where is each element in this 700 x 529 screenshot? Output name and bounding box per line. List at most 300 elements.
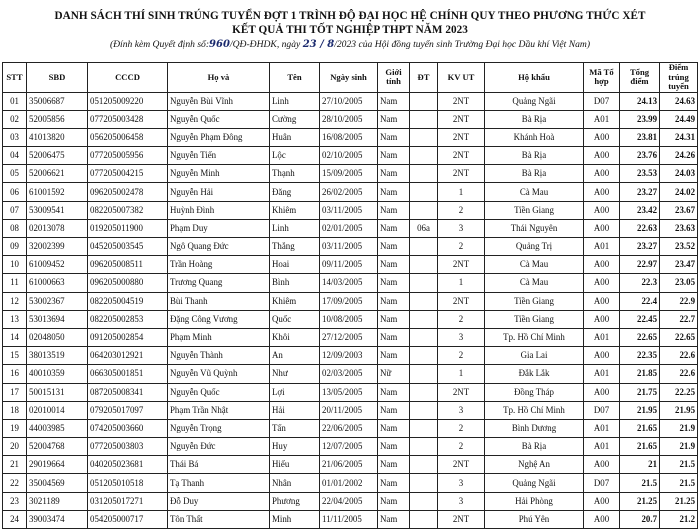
- cell-matohop: A00: [584, 492, 620, 510]
- cell-dt: 06a: [410, 219, 438, 237]
- cell-hokhau: Hải Phòng: [485, 492, 584, 510]
- cell-ho: Nguyễn Phạm Đông: [168, 128, 270, 146]
- cell-kvut: 2NT: [438, 128, 485, 146]
- cell-ten: Linh: [270, 219, 320, 237]
- cell-gioitinh: Nam: [378, 438, 410, 456]
- table-row: [3, 128, 698, 146]
- cell-dt: [410, 419, 438, 437]
- cell-ho: Đỗ Duy: [168, 492, 270, 510]
- cell-kvut: 3: [438, 492, 485, 510]
- cell-ten: Hoai: [270, 256, 320, 274]
- cell-stt: 21: [3, 456, 27, 474]
- col-header-kvut: KV UT: [438, 63, 485, 93]
- table-row: [3, 92, 698, 110]
- cell-diemtrungtuyen: 22.9: [660, 292, 698, 310]
- cell-cccd: 056205006458: [88, 128, 168, 146]
- cell-hokhau: Nghệ An: [485, 456, 584, 474]
- cell-kvut: 2: [438, 419, 485, 437]
- cell-ngaysinh: 13/05/2005: [320, 383, 378, 401]
- cell-ho: Thái Bá: [168, 456, 270, 474]
- cell-cccd: 082205004519: [88, 292, 168, 310]
- cell-stt: 17: [3, 383, 27, 401]
- cell-ngaysinh: 12/09/2003: [320, 347, 378, 365]
- decision-date-handwritten: 23 / 8: [302, 39, 335, 50]
- cell-dt: [410, 147, 438, 165]
- cell-hokhau: Tp. Hồ Chí Minh: [485, 401, 584, 419]
- cell-gioitinh: Nam: [378, 147, 410, 165]
- cell-ho: Nguyễn Trọng: [168, 419, 270, 437]
- cell-ngaysinh: 27/12/2005: [320, 328, 378, 346]
- cell-ten: Khôi: [270, 328, 320, 346]
- cell-ngaysinh: 15/09/2005: [320, 165, 378, 183]
- cell-cccd: 031205017271: [88, 492, 168, 510]
- cell-sbd: 53009541: [27, 201, 88, 219]
- cell-ngaysinh: 21/06/2005: [320, 456, 378, 474]
- cell-kvut: 2: [438, 438, 485, 456]
- cell-ngaysinh: 20/11/2005: [320, 401, 378, 419]
- cell-tongdiem: 22.4: [620, 292, 660, 310]
- cell-stt: 20: [3, 438, 27, 456]
- col-header-ten: Tên: [270, 63, 320, 93]
- cell-gioitinh: Nam: [378, 165, 410, 183]
- cell-gioitinh: Nam: [378, 292, 410, 310]
- cell-dt: [410, 492, 438, 510]
- table-row: [3, 492, 698, 510]
- cell-matohop: A00: [584, 147, 620, 165]
- cell-gioitinh: Nam: [378, 219, 410, 237]
- cell-ten: Thắng: [270, 238, 320, 256]
- cell-kvut: 2NT: [438, 292, 485, 310]
- cell-ho: Huỳnh Đình: [168, 201, 270, 219]
- cell-gioitinh: Nam: [378, 92, 410, 110]
- cell-kvut: 2NT: [438, 92, 485, 110]
- cell-ho: Nguyễn Thành: [168, 347, 270, 365]
- cell-hokhau: Đắk Lắk: [485, 365, 584, 383]
- cell-cccd: 066305001851: [88, 365, 168, 383]
- cell-cccd: 077205005956: [88, 147, 168, 165]
- cell-ngaysinh: 22/04/2005: [320, 492, 378, 510]
- cell-hokhau: Bà Rịa: [485, 165, 584, 183]
- cell-stt: 06: [3, 183, 27, 201]
- cell-gioitinh: Nam: [378, 419, 410, 437]
- cell-stt: 15: [3, 347, 27, 365]
- cell-ho: Nguyễn Đức: [168, 438, 270, 456]
- cell-gioitinh: Nam: [378, 383, 410, 401]
- table-row: [3, 328, 698, 346]
- cell-hokhau: Tiền Giang: [485, 292, 584, 310]
- cell-ten: Đăng: [270, 183, 320, 201]
- table-row: [3, 401, 698, 419]
- cell-matohop: D07: [584, 401, 620, 419]
- cell-sbd: 32002399: [27, 238, 88, 256]
- cell-gioitinh: Nam: [378, 347, 410, 365]
- cell-dt: [410, 165, 438, 183]
- cell-tongdiem: 21: [620, 456, 660, 474]
- cell-hokhau: Bình Dương: [485, 419, 584, 437]
- cell-dt: [410, 365, 438, 383]
- cell-kvut: 2NT: [438, 256, 485, 274]
- cell-cccd: 082205002853: [88, 310, 168, 328]
- cell-ho: Nguyễn Vũ Quỳnh: [168, 365, 270, 383]
- cell-ngaysinh: 22/06/2005: [320, 419, 378, 437]
- cell-matohop: A00: [584, 456, 620, 474]
- cell-cccd: 091205002854: [88, 328, 168, 346]
- table-row: [3, 238, 698, 256]
- cell-gioitinh: Nam: [378, 456, 410, 474]
- cell-diemtrungtuyen: 24.26: [660, 147, 698, 165]
- cell-cccd: 079205017097: [88, 401, 168, 419]
- cell-ngaysinh: 27/10/2005: [320, 92, 378, 110]
- cell-diemtrungtuyen: 23.05: [660, 274, 698, 292]
- cell-tongdiem: 21.25: [620, 492, 660, 510]
- cell-sbd: 29019664: [27, 456, 88, 474]
- cell-gioitinh: Nam: [378, 183, 410, 201]
- cell-dt: [410, 510, 438, 528]
- cell-stt: 09: [3, 238, 27, 256]
- cell-tongdiem: 20.7: [620, 510, 660, 528]
- admission-table: [2, 62, 698, 529]
- cell-dt: [410, 183, 438, 201]
- cell-ngaysinh: 11/11/2005: [320, 510, 378, 528]
- cell-hokhau: Quảng Ngãi: [485, 92, 584, 110]
- cell-stt: 12: [3, 292, 27, 310]
- subtitle-mid: /QĐ-ĐHDK, ngày: [229, 39, 301, 50]
- cell-sbd: 02013078: [27, 219, 88, 237]
- cell-sbd: 61000663: [27, 274, 88, 292]
- cell-cccd: 051205009220: [88, 92, 168, 110]
- cell-ho: Phạm Minh: [168, 328, 270, 346]
- cell-cccd: 045205003545: [88, 238, 168, 256]
- cell-matohop: A01: [584, 438, 620, 456]
- table-row: [3, 292, 698, 310]
- cell-gioitinh: Nam: [378, 310, 410, 328]
- cell-dt: [410, 383, 438, 401]
- cell-sbd: 35006687: [27, 92, 88, 110]
- cell-hokhau: Tp. Hồ Chí Minh: [485, 328, 584, 346]
- cell-dt: [410, 238, 438, 256]
- cell-matohop: A00: [584, 165, 620, 183]
- cell-stt: 11: [3, 274, 27, 292]
- cell-matohop: A00: [584, 310, 620, 328]
- cell-hokhau: Thái Nguyên: [485, 219, 584, 237]
- cell-sbd: 61009452: [27, 256, 88, 274]
- cell-hokhau: Bà Rịa: [485, 110, 584, 128]
- cell-diemtrungtuyen: 23.63: [660, 219, 698, 237]
- cell-matohop: A00: [584, 274, 620, 292]
- cell-stt: 19: [3, 419, 27, 437]
- cell-ngaysinh: 03/11/2005: [320, 238, 378, 256]
- cell-kvut: 2NT: [438, 456, 485, 474]
- cell-ngaysinh: 17/09/2005: [320, 292, 378, 310]
- cell-ho: Nguyễn Quốc: [168, 110, 270, 128]
- cell-gioitinh: Nam: [378, 401, 410, 419]
- cell-ho: Tôn Thất: [168, 510, 270, 528]
- cell-hokhau: Quảng Trị: [485, 238, 584, 256]
- cell-diemtrungtuyen: 24.03: [660, 165, 698, 183]
- document-title-line1: DANH SÁCH THÍ SINH TRÚNG TUYỂN ĐỢT 1 TRÌNH ĐỘ ĐẠI HỌC HỆ CHÍNH QUY THEO PHƯƠNG THỨC XÉT: [54, 10, 646, 22]
- cell-dt: [410, 347, 438, 365]
- col-header-cccd: CCCD: [88, 63, 168, 93]
- cell-tongdiem: 23.27: [620, 238, 660, 256]
- cell-diemtrungtuyen: 21.5: [660, 474, 698, 492]
- cell-sbd: 02010014: [27, 401, 88, 419]
- cell-sbd: 41013820: [27, 128, 88, 146]
- cell-kvut: 3: [438, 474, 485, 492]
- cell-cccd: 096205002478: [88, 183, 168, 201]
- cell-diemtrungtuyen: 23.67: [660, 201, 698, 219]
- cell-ten: Tấn: [270, 419, 320, 437]
- cell-diemtrungtuyen: 24.49: [660, 110, 698, 128]
- cell-ten: Bình: [270, 274, 320, 292]
- table-row: [3, 474, 698, 492]
- cell-ho: Phạm Duy: [168, 219, 270, 237]
- col-header-ngaysinh: Ngày sinh: [320, 63, 378, 93]
- table-row: [3, 438, 698, 456]
- cell-sbd: 44003985: [27, 419, 88, 437]
- cell-ngaysinh: 02/10/2005: [320, 147, 378, 165]
- cell-ngaysinh: 14/03/2005: [320, 274, 378, 292]
- cell-stt: 05: [3, 165, 27, 183]
- cell-sbd: 50015131: [27, 383, 88, 401]
- cell-stt: 13: [3, 310, 27, 328]
- cell-stt: 14: [3, 328, 27, 346]
- cell-kvut: 2NT: [438, 147, 485, 165]
- cell-hokhau: Tiền Giang: [485, 201, 584, 219]
- cell-ho: Trương Quang: [168, 274, 270, 292]
- cell-tongdiem: 24.13: [620, 92, 660, 110]
- cell-matohop: A00: [584, 128, 620, 146]
- cell-gioitinh: Nam: [378, 474, 410, 492]
- cell-diemtrungtuyen: 22.6: [660, 365, 698, 383]
- cell-ten: Hải: [270, 401, 320, 419]
- cell-ten: Hiếu: [270, 456, 320, 474]
- cell-ho: Nguyễn Hải: [168, 183, 270, 201]
- cell-dt: [410, 292, 438, 310]
- cell-stt: 16: [3, 365, 27, 383]
- table-header-row: [3, 63, 698, 93]
- cell-matohop: A01: [584, 238, 620, 256]
- cell-matohop: A01: [584, 365, 620, 383]
- cell-stt: 03: [3, 128, 27, 146]
- cell-kvut: 1: [438, 365, 485, 383]
- cell-cccd: 077205003803: [88, 438, 168, 456]
- cell-kvut: 2NT: [438, 110, 485, 128]
- cell-hokhau: Đồng Tháp: [485, 383, 584, 401]
- cell-sbd: 35004569: [27, 474, 88, 492]
- cell-matohop: A00: [584, 201, 620, 219]
- cell-tongdiem: 23.42: [620, 201, 660, 219]
- cell-hokhau: Phú Yên: [485, 510, 584, 528]
- cell-stt: 02: [3, 110, 27, 128]
- cell-ten: Huy: [270, 438, 320, 456]
- cell-stt: 07: [3, 201, 27, 219]
- table-row: [3, 219, 698, 237]
- document-subtitle: [0, 38, 700, 51]
- cell-tongdiem: 21.85: [620, 365, 660, 383]
- cell-diemtrungtuyen: 23.52: [660, 238, 698, 256]
- col-header-stt: STT: [3, 63, 27, 93]
- cell-tongdiem: 22.35: [620, 347, 660, 365]
- table-row: [3, 274, 698, 292]
- cell-dt: [410, 92, 438, 110]
- cell-hokhau: Cà Mau: [485, 183, 584, 201]
- subtitle-suffix: /2023 của Hội đồng tuyển sinh Trường Đại học Dầu khí Việt Nam): [334, 39, 591, 50]
- cell-tongdiem: 21.65: [620, 419, 660, 437]
- cell-matohop: A01: [584, 328, 620, 346]
- cell-hokhau: Bà Rịa: [485, 438, 584, 456]
- cell-tongdiem: 22.97: [620, 256, 660, 274]
- cell-ho: Trần Hoàng: [168, 256, 270, 274]
- cell-ho: Nguyễn Tiến: [168, 147, 270, 165]
- cell-cccd: 019205011900: [88, 219, 168, 237]
- table-body: [3, 92, 698, 529]
- cell-kvut: 2NT: [438, 383, 485, 401]
- cell-dt: [410, 274, 438, 292]
- cell-diemtrungtuyen: 21.5: [660, 456, 698, 474]
- col-header-diemtrungtuyen: Điểm trúng tuyển: [660, 63, 698, 93]
- cell-diemtrungtuyen: 22.25: [660, 383, 698, 401]
- cell-stt: 08: [3, 219, 27, 237]
- cell-sbd: 02048050: [27, 328, 88, 346]
- cell-ten: Lợi: [270, 383, 320, 401]
- cell-ho: Nguyễn Quốc: [168, 383, 270, 401]
- cell-ngaysinh: 28/10/2005: [320, 110, 378, 128]
- cell-tongdiem: 21.5: [620, 474, 660, 492]
- cell-hokhau: Khánh Hoà: [485, 128, 584, 146]
- table-row: [3, 201, 698, 219]
- cell-tongdiem: 23.99: [620, 110, 660, 128]
- cell-ngaysinh: 03/11/2005: [320, 201, 378, 219]
- cell-dt: [410, 456, 438, 474]
- cell-sbd: 3021189: [27, 492, 88, 510]
- cell-ngaysinh: 01/01/2002: [320, 474, 378, 492]
- cell-gioitinh: Nam: [378, 256, 410, 274]
- cell-ngaysinh: 02/01/2005: [320, 219, 378, 237]
- cell-diemtrungtuyen: 22.6: [660, 347, 698, 365]
- cell-gioitinh: Nam: [378, 274, 410, 292]
- cell-gioitinh: Nữ: [378, 365, 410, 383]
- cell-gioitinh: Nam: [378, 201, 410, 219]
- cell-gioitinh: Nam: [378, 110, 410, 128]
- cell-hokhau: Cà Mau: [485, 274, 584, 292]
- cell-matohop: A00: [584, 256, 620, 274]
- cell-diemtrungtuyen: 21.9: [660, 419, 698, 437]
- cell-gioitinh: Nam: [378, 128, 410, 146]
- cell-matohop: A00: [584, 347, 620, 365]
- cell-diemtrungtuyen: 23.47: [660, 256, 698, 274]
- cell-stt: 22: [3, 474, 27, 492]
- cell-tongdiem: 22.65: [620, 328, 660, 346]
- table-row: [3, 110, 698, 128]
- cell-kvut: 2NT: [438, 510, 485, 528]
- cell-ten: Khiêm: [270, 201, 320, 219]
- cell-sbd: 53013694: [27, 310, 88, 328]
- table-row: [3, 165, 698, 183]
- cell-dt: [410, 401, 438, 419]
- cell-ten: Minh: [270, 510, 320, 528]
- cell-kvut: 2: [438, 310, 485, 328]
- cell-sbd: 52006475: [27, 147, 88, 165]
- col-header-hokhau: Hộ khẩu: [485, 63, 584, 93]
- table-row: [3, 256, 698, 274]
- cell-hokhau: Gia Lai: [485, 347, 584, 365]
- cell-cccd: 051205010518: [88, 474, 168, 492]
- cell-ho: Ngô Quang Đức: [168, 238, 270, 256]
- cell-stt: 23: [3, 492, 27, 510]
- cell-ho: Tạ Thanh: [168, 474, 270, 492]
- table-row: [3, 147, 698, 165]
- cell-dt: [410, 438, 438, 456]
- cell-cccd: 077205003428: [88, 110, 168, 128]
- cell-ngaysinh: 16/08/2005: [320, 128, 378, 146]
- cell-ten: Thạnh: [270, 165, 320, 183]
- cell-matohop: A00: [584, 383, 620, 401]
- cell-ngaysinh: 09/11/2005: [320, 256, 378, 274]
- cell-sbd: 52006621: [27, 165, 88, 183]
- cell-kvut: 3: [438, 401, 485, 419]
- cell-diemtrungtuyen: 22.7: [660, 310, 698, 328]
- cell-cccd: 096205008511: [88, 256, 168, 274]
- cell-diemtrungtuyen: 22.65: [660, 328, 698, 346]
- cell-ngaysinh: 10/08/2005: [320, 310, 378, 328]
- cell-diemtrungtuyen: 24.02: [660, 183, 698, 201]
- cell-kvut: 1: [438, 183, 485, 201]
- col-header-matohop: Mã Tổ hợp: [584, 63, 620, 93]
- cell-ho: Nguyễn Bùi Vĩnh: [168, 92, 270, 110]
- cell-ten: Nhân: [270, 474, 320, 492]
- col-header-sbd: SBD: [27, 63, 88, 93]
- cell-kvut: 2NT: [438, 165, 485, 183]
- cell-diemtrungtuyen: 21.2: [660, 510, 698, 528]
- cell-kvut: 2: [438, 238, 485, 256]
- cell-cccd: 096205000880: [88, 274, 168, 292]
- cell-matohop: A01: [584, 110, 620, 128]
- cell-kvut: 2: [438, 201, 485, 219]
- cell-cccd: 040205023681: [88, 456, 168, 474]
- cell-sbd: 52004768: [27, 438, 88, 456]
- cell-cccd: 064203012921: [88, 347, 168, 365]
- cell-gioitinh: Nam: [378, 492, 410, 510]
- cell-matohop: A00: [584, 292, 620, 310]
- cell-ten: Lộc: [270, 147, 320, 165]
- cell-dt: [410, 110, 438, 128]
- cell-matohop: A00: [584, 219, 620, 237]
- cell-sbd: 40010359: [27, 365, 88, 383]
- cell-dt: [410, 474, 438, 492]
- cell-cccd: 082205007382: [88, 201, 168, 219]
- cell-stt: 24: [3, 510, 27, 528]
- cell-hokhau: Cà Mau: [485, 256, 584, 274]
- col-header-ho: Họ và: [168, 63, 270, 93]
- cell-tongdiem: 23.76: [620, 147, 660, 165]
- cell-cccd: 054205000717: [88, 510, 168, 528]
- cell-sbd: 61001592: [27, 183, 88, 201]
- cell-matohop: A00: [584, 183, 620, 201]
- cell-sbd: 38013519: [27, 347, 88, 365]
- cell-ngaysinh: 12/07/2005: [320, 438, 378, 456]
- cell-dt: [410, 256, 438, 274]
- cell-stt: 01: [3, 92, 27, 110]
- cell-tongdiem: 23.81: [620, 128, 660, 146]
- cell-hokhau: Quảng Ngãi: [485, 474, 584, 492]
- cell-ho: Phạm Trần Nhật: [168, 401, 270, 419]
- cell-diemtrungtuyen: 21.9: [660, 438, 698, 456]
- cell-dt: [410, 201, 438, 219]
- cell-diemtrungtuyen: 24.63: [660, 92, 698, 110]
- cell-sbd: 53002367: [27, 292, 88, 310]
- cell-cccd: 087205008341: [88, 383, 168, 401]
- cell-diemtrungtuyen: 21.95: [660, 401, 698, 419]
